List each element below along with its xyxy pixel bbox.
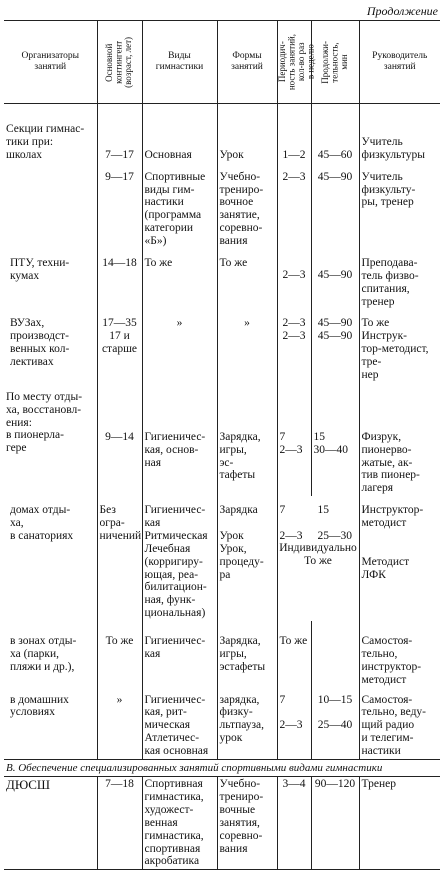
cell-duration: 45—90	[311, 249, 359, 310]
same-note: То же	[304, 554, 332, 567]
cell-form: То же	[217, 249, 277, 310]
cell-form: Зарядка, игры, эстафеты	[217, 621, 277, 688]
cell-leader: Самостоя- тельно, инструктор- методист	[359, 621, 440, 688]
cell-periodicity-duration: 7 2—3 15 25—30 Индивидуально То же	[277, 496, 359, 621]
individual-note: Индивидуально	[279, 541, 357, 554]
header-contingent: Основной контингент (возраст, лет)	[97, 21, 142, 104]
cell-organizer: Секции гимнас- тики при: школах	[6, 123, 85, 161]
table-row	[4, 383, 440, 496]
section-b-title: В. Обеспечение специализированных занятий спортивными видами гимнастики	[4, 759, 440, 776]
cell-contingent: 9—14	[97, 383, 142, 496]
header-periodicity: Периодич- ность занятий, кол-во раз в неделю	[277, 21, 311, 104]
cell-form: Зарядка, игры, эс- тафеты	[217, 383, 277, 496]
cell-leader: Физрук, пионерво- жатые, ак- тив пионер- лагеря	[359, 383, 440, 496]
cell-leader: Преподава- тель физво- спитания, тренер	[359, 249, 440, 310]
cell-periodicity: 3—4	[277, 777, 311, 870]
cell-periodicity: 1—2	[277, 122, 311, 163]
cell-organizer	[4, 163, 97, 249]
cell-organizer: ДЮСШ	[4, 777, 97, 870]
cell-type: »	[142, 309, 217, 382]
cell-duration: 45—90 45—90	[311, 309, 359, 382]
cell-organizer: По месту отды- ха, восстановл- ения: в пионерла- гере	[6, 390, 83, 455]
continuation-label: Продолжение	[366, 4, 438, 18]
cell-type: Гигиеничес- кая Ритмическая Лечебная (корригиру- ющая, реа- билитацион- ная, функ- циональная)	[142, 496, 217, 621]
header-leader: Руководитель занятий	[359, 21, 440, 104]
cell-type: Спортивная гимнастика, художест- венная гимнастика, спортивная акробатика	[142, 777, 217, 870]
cell-contingent: 14—18	[97, 249, 142, 310]
cell-periodicity: То же	[277, 621, 311, 688]
gymnastics-table	[4, 20, 440, 870]
cell-duration	[311, 621, 359, 688]
header-organizers: Организаторы занятий	[4, 21, 97, 104]
cell-form: Учебно- трениро- вочные занятия, соревно- вания	[217, 777, 277, 870]
cell-periodicity: 7 2—3	[277, 383, 311, 496]
cell-type: Спортивные виды гим- настики (программа категории «Б»)	[142, 163, 217, 249]
cell-contingent: 7—18	[97, 777, 142, 870]
cell-contingent: 7—17	[97, 122, 142, 163]
table-row	[4, 163, 440, 249]
cell-type: То же	[142, 249, 217, 310]
cell-form: зарядка, физку- льтпауза, урок	[217, 688, 277, 760]
header-types: Виды гимнастики	[142, 21, 217, 104]
cell-form: Учебно- трениро- вочное занятие, соревно- вания	[217, 163, 277, 249]
table-header	[4, 21, 440, 104]
cell-contingent: Без огра- ничений	[97, 496, 142, 621]
cell-type: Гигиеничес- кая	[142, 621, 217, 688]
cell-type: Гигиеничес- кая, рит- мическая Атлетичес- кая основная	[142, 688, 217, 760]
cell-organizer: домах отды- ха, в санаториях	[10, 504, 74, 542]
cell-periodicity: 2—3 2—3	[277, 309, 311, 382]
table-row	[4, 309, 440, 382]
cell-leader: Инструктор- методист Методист ЛФК	[359, 496, 440, 621]
spacer-row	[4, 104, 440, 123]
cell-duration: 10—15 25—40	[311, 688, 359, 760]
cell-contingent: 17—35 17 и старше	[97, 309, 142, 382]
cell-duration: 90—120	[311, 777, 359, 870]
table-row	[4, 122, 440, 163]
section-b-row	[4, 759, 440, 776]
table-row	[4, 688, 440, 760]
cell-leader: То же Инструк- тор-методист, тре- нер	[359, 309, 440, 382]
cell-type: Гигиеничес- кая, основ- ная	[142, 383, 217, 496]
cell-form: »	[217, 309, 277, 382]
cell-contingent: 9—17	[97, 163, 142, 249]
cell-leader: Тренер	[359, 777, 440, 870]
cell-form: Зарядка Урок Урок, процеду- ра	[217, 496, 277, 621]
cell-duration: 15 30—40	[311, 383, 359, 496]
cell-periodicity: 2—3	[277, 249, 311, 310]
table-row	[4, 621, 440, 688]
cell-organizer: ВУЗах, производст- венных кол- лективах	[10, 317, 70, 368]
cell-organizer: в зонах отды- ха (парки, пляжи и др.),	[10, 635, 77, 673]
cell-leader: Учитель физкультуры	[359, 122, 440, 163]
cell-organizer: ПТУ, техни- кумах	[10, 256, 70, 282]
header-forms: Формы занятий	[217, 21, 277, 104]
cell-contingent: »	[97, 688, 142, 760]
header-duration: Продолжи- тельность, мин	[311, 21, 359, 104]
cell-periodicity: 2—3	[277, 163, 311, 249]
cell-type: Основная	[142, 122, 217, 163]
cell-duration: 45—90	[311, 163, 359, 249]
cell-periodicity: 7 2—3	[277, 688, 311, 760]
cell-leader: Учитель физкульту- ры, тренер	[359, 163, 440, 249]
cell-form: Урок	[217, 122, 277, 163]
cell-organizer: в домашних условиях	[4, 688, 97, 760]
cell-leader: Самостоя- тельно, веду- щий радио и телегим- настики	[359, 688, 440, 760]
table-row	[4, 249, 440, 310]
table-row	[4, 496, 440, 621]
cell-duration: 45—60	[311, 122, 359, 163]
table-row	[4, 777, 440, 870]
cell-contingent: То же	[97, 621, 142, 688]
